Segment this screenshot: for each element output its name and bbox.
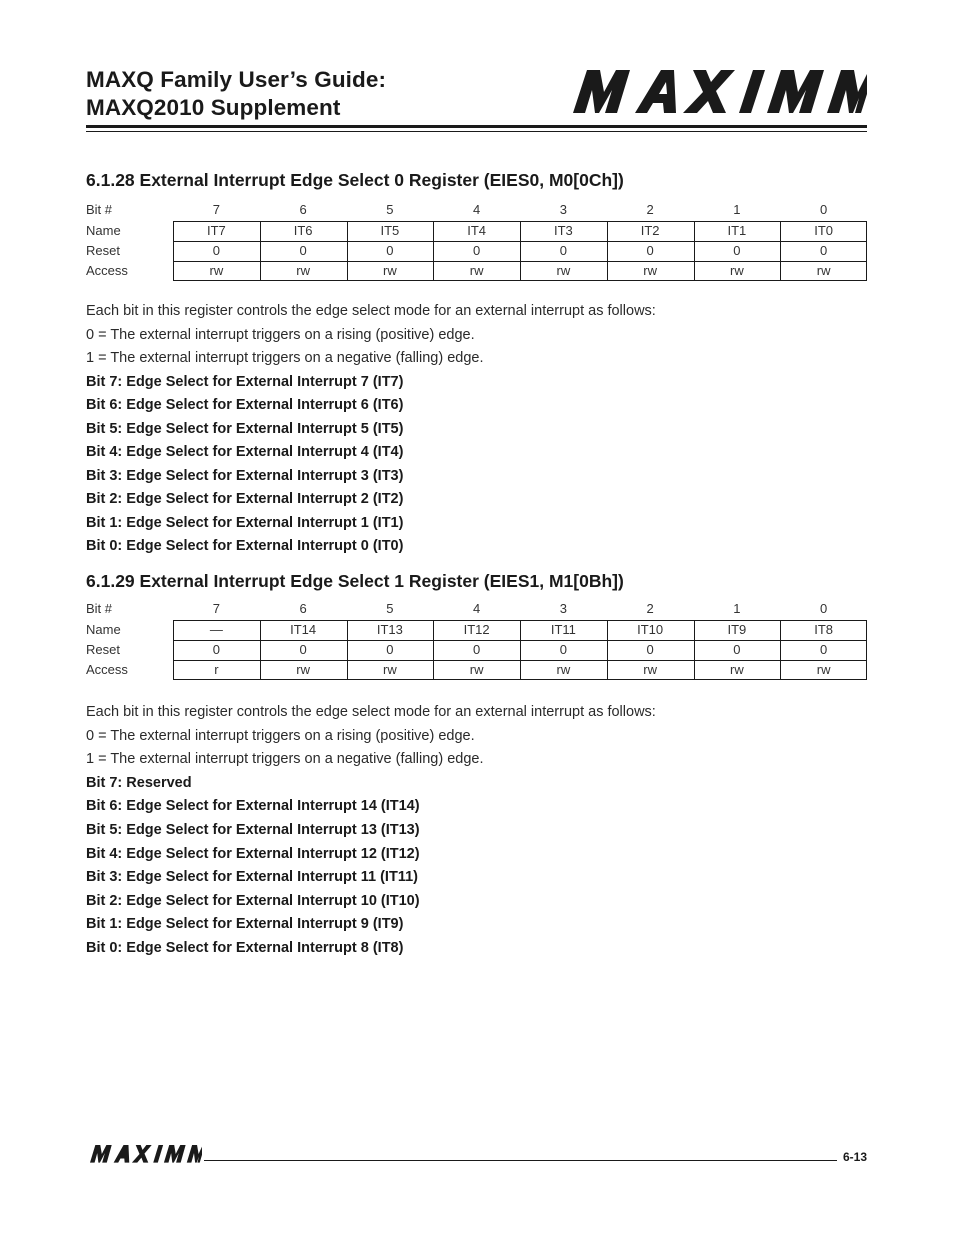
reset-cell: 0 bbox=[733, 642, 741, 657]
bit-description: Bit 5: Edge Select for External Interrupt 5 (IT5) bbox=[86, 421, 404, 437]
bit-cell: 0 bbox=[820, 601, 828, 616]
name-cell: IT1 bbox=[727, 223, 747, 238]
access-cell: rw bbox=[383, 662, 397, 677]
name-cell: IT5 bbox=[380, 223, 400, 238]
bit-cell: 4 bbox=[473, 601, 481, 616]
footer-maxim-logo bbox=[90, 1145, 202, 1163]
reset-row bbox=[86, 241, 868, 261]
rule-rising: 0 = The external interrupt triggers on a rising (positive) edge. bbox=[86, 327, 475, 343]
row-label: Name bbox=[86, 622, 121, 637]
access-cell: rw bbox=[296, 662, 310, 677]
access-cell: r bbox=[214, 662, 219, 677]
name-row bbox=[86, 620, 868, 640]
bit-description: Bit 6: Edge Select for External Interrupt 14 (IT14) bbox=[86, 798, 420, 814]
access-cell: rw bbox=[469, 263, 484, 278]
bit-cell: 3 bbox=[559, 601, 567, 616]
reset-cell: 0 bbox=[733, 243, 741, 258]
title-line-2: MAXQ2010 Supplement bbox=[86, 95, 341, 120]
reset-cell: 0 bbox=[559, 642, 567, 657]
access-cell: rw bbox=[816, 662, 831, 677]
name-cell: IT0 bbox=[814, 223, 834, 238]
name-cell: IT6 bbox=[293, 223, 313, 238]
access-cell: rw bbox=[816, 263, 831, 278]
bit-cell: 5 bbox=[386, 202, 394, 217]
access-cell: rw bbox=[556, 263, 571, 278]
reset-cell: 0 bbox=[646, 243, 654, 258]
register-table-eies0 bbox=[86, 200, 868, 282]
intro-paragraph: Each bit in this register controls the edge select mode for an external interrupt as follows: bbox=[86, 303, 656, 319]
access-cell: rw bbox=[209, 263, 224, 278]
bit-cell: 5 bbox=[386, 601, 394, 616]
reset-cell: 0 bbox=[646, 642, 654, 657]
row-label: Bit # bbox=[86, 601, 113, 616]
bit-cell: 0 bbox=[820, 202, 828, 217]
reset-cell: 0 bbox=[473, 243, 481, 258]
bit-cell: 4 bbox=[473, 202, 481, 217]
access-cell: rw bbox=[643, 263, 657, 278]
name-cell: IT12 bbox=[463, 622, 490, 637]
page-number: 6-13 bbox=[842, 1150, 867, 1164]
bit-description: Bit 7: Reserved bbox=[86, 775, 192, 791]
name-cell: IT7 bbox=[206, 223, 226, 238]
bit-description: Bit 0: Edge Select for External Interrupt 8 (IT8) bbox=[86, 940, 404, 956]
reset-cell: 0 bbox=[820, 243, 828, 258]
access-cell: rw bbox=[730, 662, 744, 677]
header-rule-thick bbox=[86, 125, 867, 128]
row-label: Reset bbox=[86, 243, 120, 258]
bit-description: Bit 4: Edge Select for External Interrupt 12 (IT12) bbox=[86, 846, 420, 862]
name-cell: IT11 bbox=[550, 622, 576, 637]
bit-description: Bit 6: Edge Select for External Interrupt 6 (IT6) bbox=[86, 397, 404, 413]
bit-description: Bit 5: Edge Select for External Interrupt 13 (IT13) bbox=[86, 822, 420, 838]
access-row bbox=[86, 261, 868, 281]
section-heading-eies1: 6.1.29 External Interrupt Edge Select 1 Register (EIES1, M1[0Bh]) bbox=[86, 571, 624, 591]
row-label: Access bbox=[86, 662, 128, 677]
bit-cell: 1 bbox=[733, 202, 741, 217]
row-label: Bit # bbox=[86, 202, 113, 217]
maxim-logo bbox=[573, 70, 867, 114]
bit-cell: 6 bbox=[299, 601, 307, 616]
name-cell: IT3 bbox=[553, 223, 573, 238]
bit-description: Bit 2: Edge Select for External Interrupt 2 (IT2) bbox=[86, 491, 404, 507]
name-cell: IT9 bbox=[727, 622, 747, 637]
bit-description: Bit 2: Edge Select for External Interrupt 10 (IT10) bbox=[86, 893, 420, 909]
name-cell: IT8 bbox=[814, 622, 834, 637]
name-cell: IT13 bbox=[376, 622, 403, 637]
reset-cell: 0 bbox=[820, 642, 828, 657]
bit-cell: 7 bbox=[212, 601, 220, 616]
bit-number-row bbox=[86, 200, 868, 220]
access-cell: rw bbox=[556, 662, 571, 677]
name-cell: IT2 bbox=[640, 223, 660, 238]
document-title bbox=[86, 66, 386, 122]
title-line-1: MAXQ Family User’s Guide: bbox=[86, 67, 387, 92]
bit-cell: 1 bbox=[733, 601, 741, 616]
rule-rising: 0 = The external interrupt triggers on a rising (positive) edge. bbox=[86, 728, 475, 744]
bit-description: Bit 0: Edge Select for External Interrupt 0 (IT0) bbox=[86, 538, 404, 554]
bit-cell: 2 bbox=[646, 202, 654, 217]
reset-cell: 0 bbox=[386, 243, 394, 258]
bit-description: Bit 7: Edge Select for External Interrupt 7 (IT7) bbox=[86, 374, 404, 390]
bit-description: Bit 1: Edge Select for External Interrupt 1 (IT1) bbox=[86, 515, 404, 531]
bit-number-row bbox=[86, 599, 868, 619]
bit-cell: 2 bbox=[646, 601, 654, 616]
bit-description: Bit 4: Edge Select for External Interrupt 4 (IT4) bbox=[86, 444, 404, 460]
row-label: Reset bbox=[86, 642, 120, 657]
row-label: Access bbox=[86, 263, 128, 278]
access-cell: rw bbox=[730, 263, 744, 278]
intro-paragraph: Each bit in this register controls the edge select mode for an external interrupt as follows: bbox=[86, 704, 656, 720]
access-cell: rw bbox=[643, 662, 657, 677]
reset-cell: 0 bbox=[559, 243, 567, 258]
access-row bbox=[86, 660, 868, 680]
bit-description: Bit 1: Edge Select for External Interrupt 9 (IT9) bbox=[86, 916, 404, 932]
bit-cell: 3 bbox=[559, 202, 567, 217]
row-label: Name bbox=[86, 223, 121, 238]
reset-cell: 0 bbox=[299, 642, 307, 657]
bit-description: Bit 3: Edge Select for External Interrupt 3 (IT3) bbox=[86, 468, 404, 484]
name-row bbox=[86, 221, 868, 241]
reset-cell: 0 bbox=[212, 642, 220, 657]
access-cell: rw bbox=[469, 662, 484, 677]
page-header bbox=[86, 64, 867, 134]
reset-cell: 0 bbox=[212, 243, 220, 258]
section-heading-eies0: 6.1.28 External Interrupt Edge Select 0 Register (EIES0, M0[0Ch]) bbox=[86, 170, 624, 190]
reset-cell: 0 bbox=[473, 642, 481, 657]
name-cell: IT4 bbox=[467, 223, 487, 238]
name-cell: — bbox=[209, 622, 223, 637]
rule-falling: 1 = The external interrupt triggers on a negative (falling) edge. bbox=[86, 350, 484, 366]
access-cell: rw bbox=[296, 263, 310, 278]
bit-cell: 7 bbox=[212, 202, 220, 217]
footer-rule bbox=[204, 1160, 837, 1161]
header-rule-thin bbox=[86, 131, 867, 132]
name-cell: IT14 bbox=[290, 622, 317, 637]
name-cell: IT10 bbox=[637, 622, 664, 637]
reset-cell: 0 bbox=[386, 642, 394, 657]
reset-row bbox=[86, 640, 868, 660]
reset-cell: 0 bbox=[299, 243, 307, 258]
register-table-eies1 bbox=[86, 599, 868, 681]
access-cell: rw bbox=[383, 263, 397, 278]
rule-falling: 1 = The external interrupt triggers on a negative (falling) edge. bbox=[86, 751, 484, 767]
bit-description: Bit 3: Edge Select for External Interrupt 11 (IT11) bbox=[86, 869, 418, 885]
bit-cell: 6 bbox=[299, 202, 307, 217]
